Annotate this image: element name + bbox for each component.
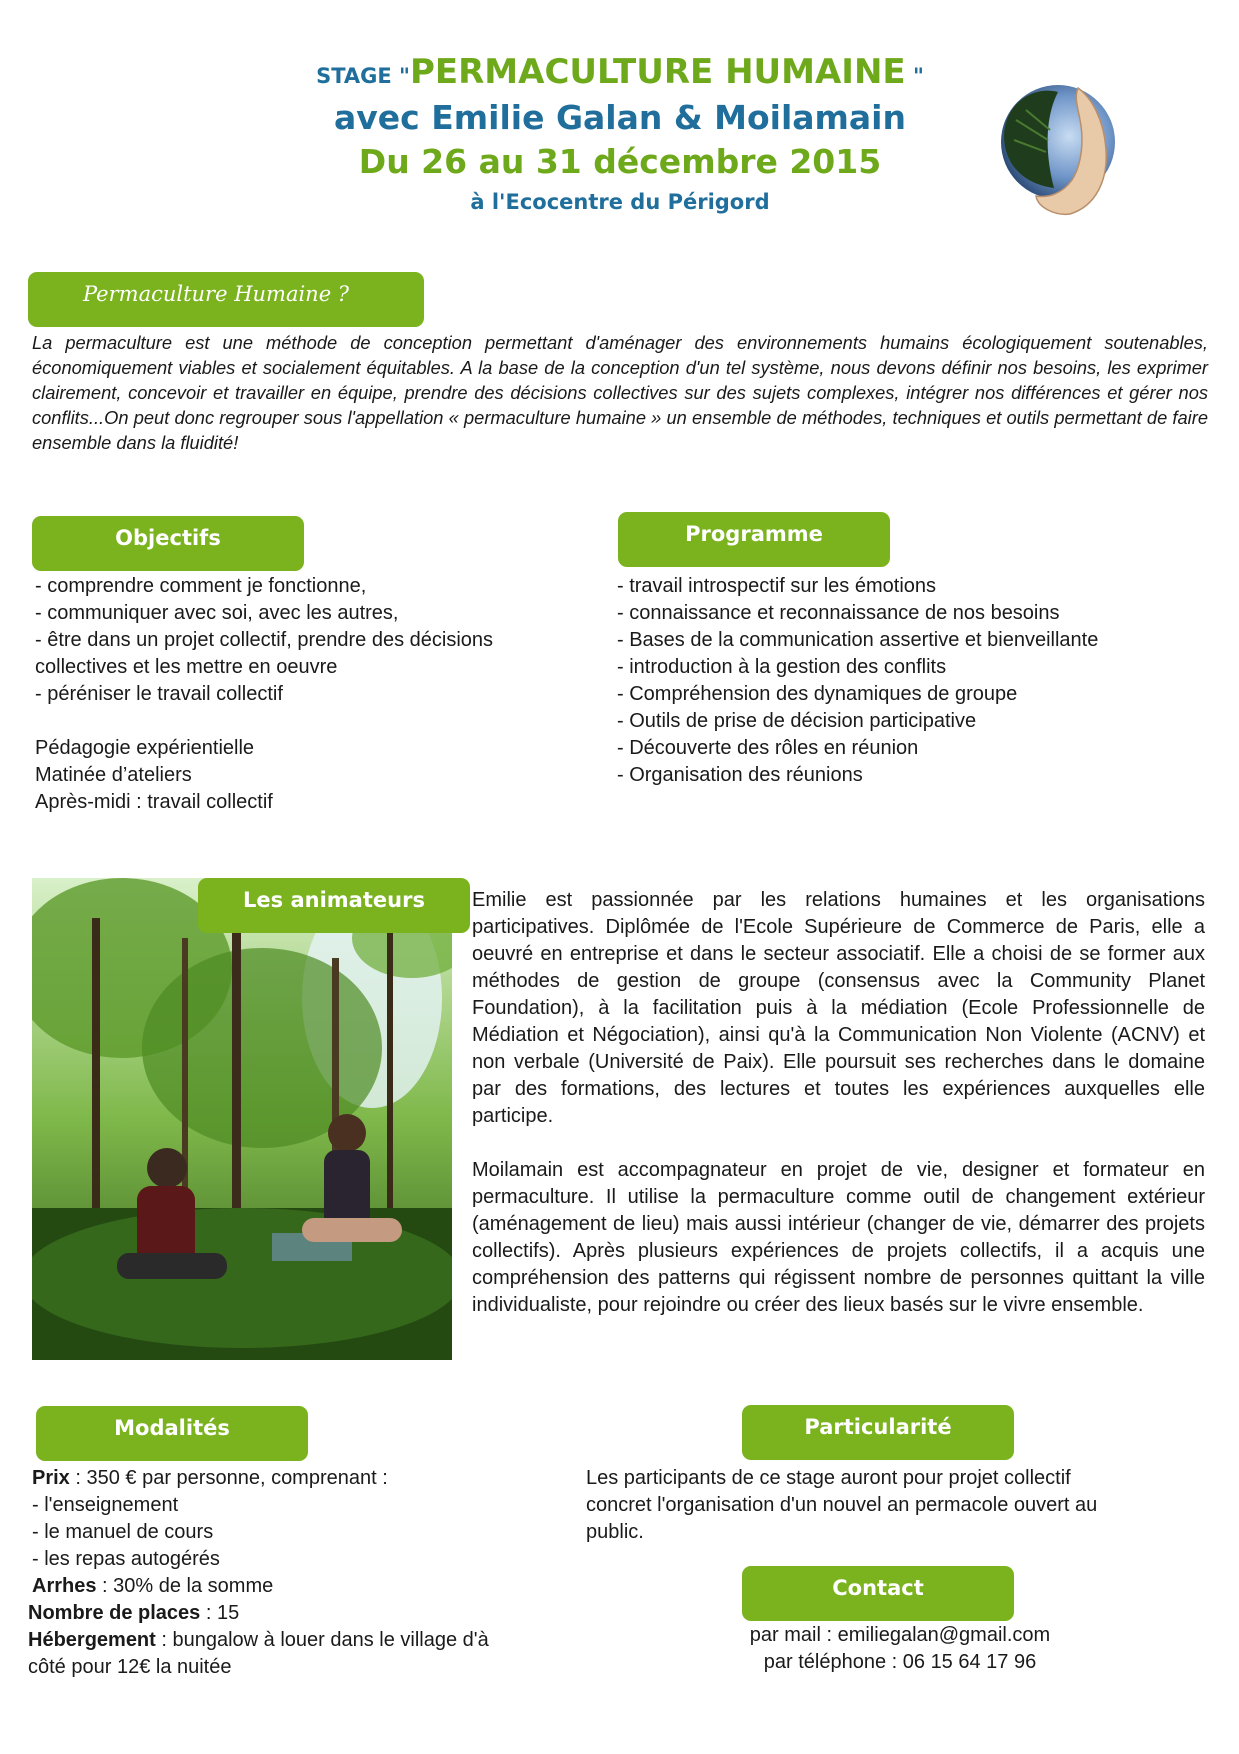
page-title: [260, 52, 980, 220]
animateurs-heading: Les animateurs: [198, 878, 470, 933]
contact-heading: Contact: [742, 1566, 1014, 1621]
prix-value: : 350 € par personne, comprenant :: [69, 1467, 388, 1489]
particularite-line: concret l'organisation d'un nouvel an permacole ouvert au: [586, 1494, 1098, 1516]
list-item: - comprendre comment je fonctionne,: [35, 575, 367, 597]
list-item: - Découverte des rôles en réunion: [617, 737, 919, 759]
title-line-4: à l'Ecocentre du Périgord: [470, 190, 770, 214]
list-item: - introduction à la gestion des conflits: [617, 656, 947, 678]
modalites-heading: Modalités: [36, 1406, 308, 1461]
programme-heading: Programme: [618, 512, 890, 567]
arrhes-label: Arrhes: [32, 1575, 97, 1597]
list-item: - l'enseignement: [32, 1494, 179, 1516]
places-label: Nombre de places: [28, 1602, 201, 1624]
contact-phone: par téléphone : 06 15 64 17 96: [763, 1651, 1037, 1673]
animateurs-bio: [472, 887, 1205, 1319]
list-item: - connaissance et reconnaissance de nos besoins: [617, 602, 1060, 624]
modalites-content: [28, 1465, 591, 1681]
particularite-line: Les participants de ce stage auront pour projet collectif: [586, 1467, 1071, 1489]
hebergement-label: Hébergement: [28, 1629, 156, 1651]
places-value: : 15: [200, 1602, 240, 1624]
list-item: - être dans un projet collectif, prendre des décisions: [35, 629, 494, 651]
list-item: - communiquer avec soi, avec les autres,: [35, 602, 399, 624]
list-item: - Bases de la communication assertive et bienveillante: [617, 629, 1099, 651]
list-item: - Compréhension des dynamiques de groupe: [617, 683, 1018, 705]
bio-moilamain: Moilamain est accompagnateur en projet de vie, designer et formateur en permaculture. Il utilise la permaculture comme outil de changement extérieur (aménagement de lieu) mais aussi intérieur (changer de vie, démarrer des projets collectifs). Après plusieurs expériences de projets collectifs, il a acquis une compréhension des patterns qui régissent nombre de personnes quittant la ville individualiste, pour rejoindre ou créer des lieux basés sur le vivre ensemble.: [472, 1159, 1205, 1316]
particularite-heading: Particularité: [742, 1405, 1014, 1460]
particularite-text: [586, 1465, 1226, 1546]
animateurs-photo: [32, 878, 452, 1360]
list-item: - péréniser le travail collectif: [35, 683, 283, 705]
title-line-2: avec Emilie Galan & Moilamain: [334, 98, 906, 137]
list-item: - les repas autogérés: [32, 1548, 220, 1570]
title-line-1: STAGE "PERMACULTURE HUMAINE ": [316, 52, 924, 92]
particularite-line: public.: [586, 1521, 644, 1543]
intro-text: La permaculture est une méthode de conception permettant d'aménager des environnements humains écologiquement soutenables, économiquement viables et socialement équitables. A la base de la conception d'un tel système, nous devons définir nos besoins, les exprimer clairement, concevoir et travailler en équipe, prendre des décisions collectives sur des sujets complexes, intégrer nos différences et gérer nos conflits...On peut donc regrouper sous l'appellation « permaculture humaine » un ensemble de méthodes, techniques et outils permettant de faire ensemble dans la fluidité!: [32, 332, 1208, 453]
arrhes-value: : 30% de la somme: [96, 1575, 274, 1597]
bio-emilie: Emilie est passionnée par les relations humaines et les organisations participatives. Diplômée de l'Ecole Supérieure de Commerce de Paris, elle a oeuvré en entreprise et dans le secteur associatif. Elle a choisi de se former aux méthodes de gestion de groupe (consensus avec la Community Planet Foundation), à la facilitation puis à la médiation (Ecole Professionnelle de Médiation et Négociation), ainsi qu'à la Communication Non Violente (ACNV) et non verbale (Université de Paix). Elle poursuit ses recherches dans le domaine par des formations, des lectures et toutes les expériences auxquelles elle participe.: [472, 889, 1205, 1127]
list-item: - Organisation des réunions: [617, 764, 863, 786]
hebergement-value-2: côté pour 12€ la nuitée: [28, 1656, 232, 1678]
list-item: - travail introspectif sur les émotions: [617, 575, 937, 597]
pedagogy-item: Matinée d’ateliers: [35, 764, 192, 786]
contact-info: [680, 1622, 1120, 1676]
pedagogy-item: Après-midi : travail collectif: [35, 791, 273, 813]
list-item: - le manuel de cours: [32, 1521, 214, 1543]
prix-label: Prix: [32, 1467, 70, 1489]
pedagogy-item: Pédagogie expérientielle: [35, 737, 255, 759]
intro-heading: Permaculture Humaine ?: [28, 272, 424, 327]
programme-list: [617, 573, 1217, 789]
globe-hand-leaf-logo: [996, 80, 1122, 218]
contact-mail: par mail : emiliegalan@gmail.com: [749, 1624, 1051, 1646]
hebergement-value: : bungalow à louer dans le village d'à: [155, 1629, 489, 1651]
title-line-3: Du 26 au 31 décembre 2015: [358, 142, 882, 181]
objectifs-list: [35, 573, 595, 816]
list-item: - Outils de prise de décision participative: [617, 710, 977, 732]
objectifs-heading: Objectifs: [32, 516, 304, 571]
list-item: collectives et les mettre en oeuvre: [35, 656, 338, 678]
